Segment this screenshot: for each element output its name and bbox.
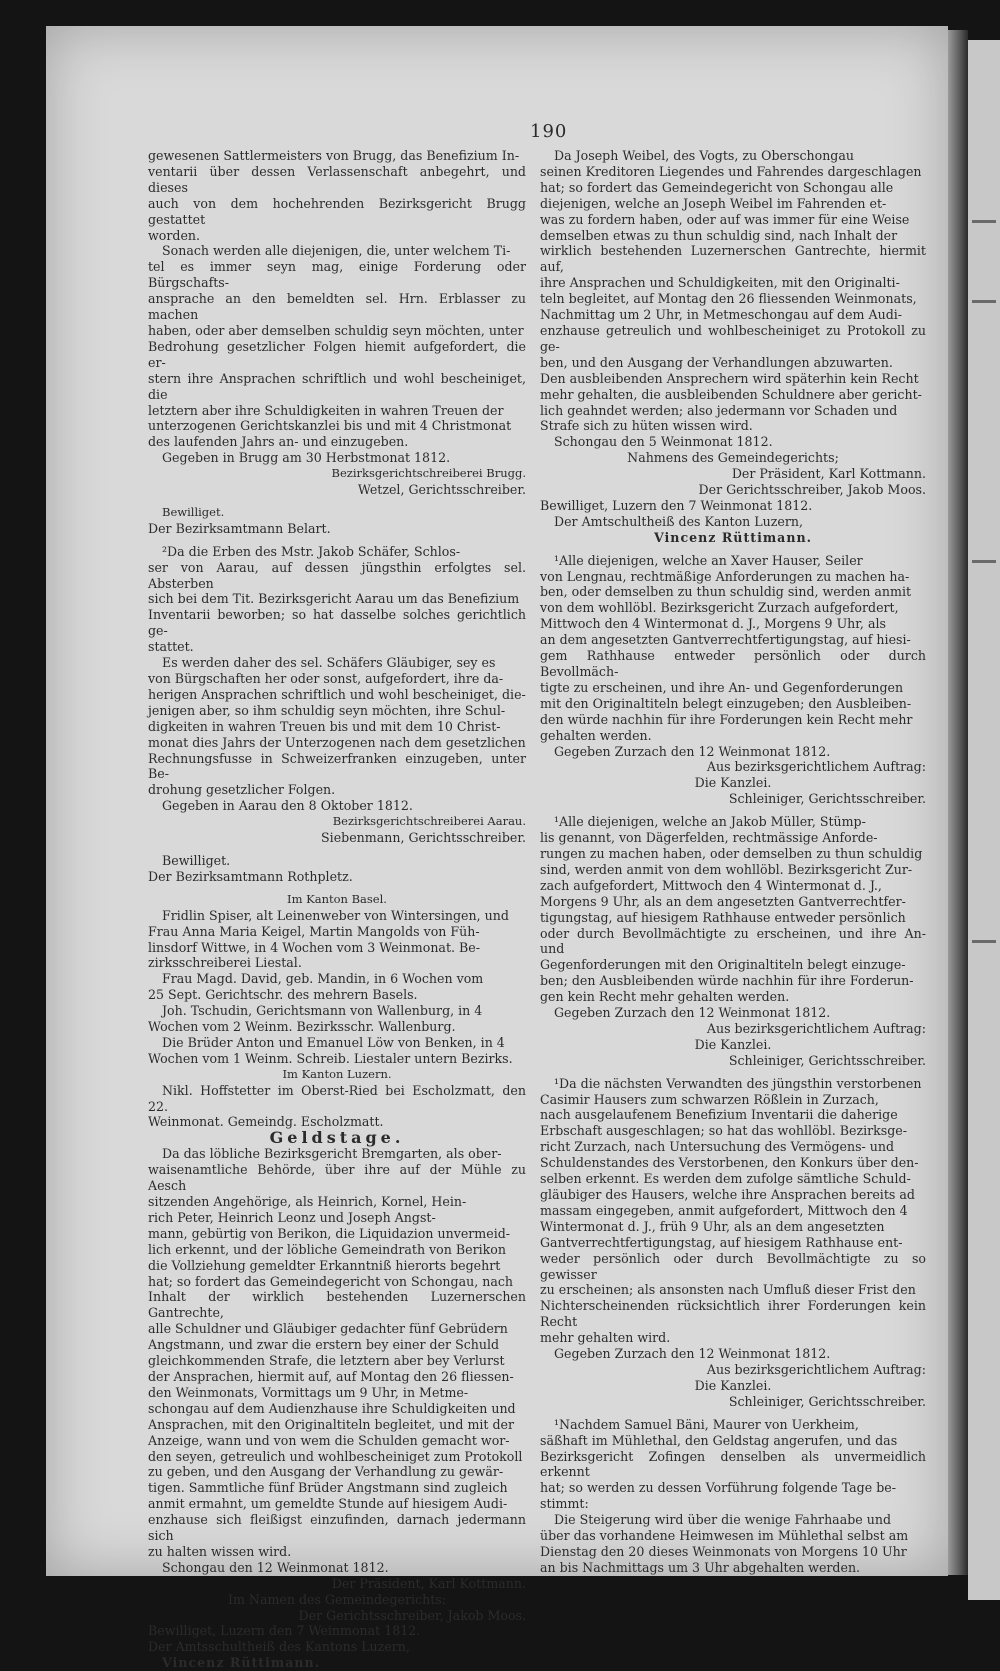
text-line: Bewilliget, Luzern den 7 Weinmonat 1812. [148, 1623, 421, 1639]
text-line: Schleiniger, Gerichtsschreiber. [728, 1393, 926, 1409]
text-line: Der Präsident, Karl Kottmann. [731, 466, 926, 482]
text-line: gen kein Recht mehr gehalten werden. [540, 989, 790, 1005]
book-spine [948, 30, 968, 1575]
text-line: Gantverrechtfertigungstag, auf hiesigem Rathhause ent- [540, 1234, 903, 1250]
text-line: Wochen vom 1 Weinm. Schreib. Liestaler untern Bezirks. [148, 1050, 513, 1066]
text-line: von dem wohllöbl. Bezirksgericht Zurzach aufgefordert, [540, 600, 899, 616]
text-line: schongau auf dem Audienzhause ihre Schuldigkeiten und [148, 1400, 516, 1416]
text-line: Weinmonat. Gemeindg. Escholzmatt. [148, 1114, 384, 1130]
text-line: stern ihre Ansprachen schriftlich und wohl bescheiniget, die [148, 370, 526, 402]
text-line: gehalten werden. [540, 727, 652, 743]
text-line: Bewilliget. [162, 852, 231, 868]
text-line: Vincenz Rüttimann. [653, 529, 813, 545]
text-line: gläubiger des Hausers, welche ihre Ansprachen bereits ad [540, 1187, 915, 1202]
text-line: teln begleitet, auf Montag den 26 fliessenden Weinmonats, [540, 291, 917, 307]
text-line: Bewilliget. [162, 504, 225, 519]
text-line: Ansprachen, mit den Originaltiteln begleitet, und mit der [148, 1416, 515, 1432]
text-line: Der Präsident, Karl Kottmann. [331, 1575, 526, 1591]
page-number: 190 [530, 121, 568, 142]
text-line: Fridlin Spiser, alt Leinenweber von Wintersingen, und [162, 907, 509, 923]
text-line: massam eingegeben, anmit aufgefordert, Mittwoch den 4 [540, 1202, 908, 1218]
text-line: hat; so fordert das Gemeindegericht von Schongau, nach [148, 1273, 513, 1289]
text-line: Mittwoch den 4 Wintermonat d. J., Morgens 9 Uhr, als [540, 616, 886, 632]
text-line: digkeiten in wahren Treuen bis und mit dem 10 Christ- [148, 718, 501, 734]
text-line: zach aufgefordert, Mittwoch den 4 Wintermonat d. J., [540, 877, 882, 893]
text-line: gleichkommenden Strafe, die letztern aber bey Verlurst [148, 1353, 505, 1369]
text-line: gewesenen Sattlermeisters von Brugg, das Benefizium In- [148, 148, 520, 163]
text-line: ventarii über dessen Verlassenschaft anbegehrt, und dieses [148, 163, 526, 195]
text-line: Bezirksgerichtschreiberei Aarau. [332, 814, 526, 829]
text-line: hat; so werden zu dessen Vorführung folgende Tage be- [540, 1480, 896, 1496]
text-line: drohung gesetzlicher Folgen. [148, 782, 336, 798]
text-line: säßhaft im Mühlethal, den Geldstag angerufen, und das [540, 1432, 898, 1448]
text-line: herigen Ansprachen schriftlich und wohl bescheiniget, die- [148, 686, 526, 702]
text-line: ben; den Ausbleibenden würde nachhin für ihre Forderun- [540, 973, 914, 989]
text-line: monat dies Jahrs der Unterzogenen nach dem gesetzlichen [148, 734, 526, 750]
text-line: selben erkennt. Es werden dem zufolge sämtliche Schuld- [540, 1171, 911, 1187]
text-line: waisenamtliche Behörde, über ihre auf der Mühle zu Aesch [148, 1162, 526, 1194]
text-line: Dienstag den 20 dieses Weinmonats von Morgens 10 Uhr [540, 1543, 907, 1559]
text-line: Joh. Tschudin, Gerichtsmann von Wallenburg, in 4 [162, 1003, 483, 1019]
text-line: Es werden daher des sel. Schäfers Gläubiger, sey es [162, 655, 496, 671]
text-line: Schleiniger, Gerichtsschreiber. [728, 791, 926, 807]
text-line: Gegeben Zurzach den 12 Weinmonat 1812. [554, 1005, 831, 1021]
text-line: den Weinmonats, Vormittags um 9 Uhr, in Metme- [148, 1384, 469, 1400]
text-line: sich bei dem Tit. Bezirksgericht Aarau um das Benefizium [148, 591, 520, 607]
text-line: über das vorhandene Heimwesen im Mühlethal selbst am [540, 1528, 909, 1544]
text-line: worden. [148, 227, 201, 243]
text-line: Aus bezirksgerichtlichem Auftrag: [706, 1020, 926, 1036]
text-line: enzhause sich fleißigst einzufinden, darnach jedermann sich [148, 1512, 526, 1544]
text-line: die Vollziehung gemeldter Erkanntniß hierorts begehrt [148, 1257, 501, 1273]
text-line: ¹Alle diejenigen, welche an Xaver Hauser, Seiler [554, 552, 863, 568]
text-line: oder durch Bevollmächtigte zu erscheinen, und ihre An- und [540, 925, 926, 957]
text-line: Bezirksgerichtschreiberei Brugg. [331, 466, 526, 481]
text-line: tigen. Sammtliche fünf Brüder Angstmann sind zugleich [148, 1480, 508, 1496]
text-line: den würde nachhin für ihre Forderungen kein Recht mehr [540, 711, 913, 727]
text-line: Strafe sich zu hüten wissen wird. [540, 418, 753, 434]
text-line: stimmt: [540, 1496, 589, 1512]
text-line: Schongau den 12 Weinmonat 1812. [162, 1559, 389, 1575]
text-line: tel es immer seyn mag, einige Forderung oder Bürgschafts- [148, 259, 526, 291]
text-line: ¹Da die nächsten Verwandten des jüngsthin verstorbenen [554, 1075, 922, 1091]
text-line: anmit ermahnt, um gemeldte Stunde auf hiesigem Audi- [148, 1496, 508, 1512]
text-line: Der Bezirksamtmann Rothpletz. [148, 868, 353, 884]
text-line: Nachmittag um 2 Uhr, in Metmeschongau auf dem Audi- [540, 307, 903, 323]
text-line: Erbschaft ausgeschlagen; so hat das wohllöbl. Bezirksge- [540, 1123, 907, 1139]
text-line: Anzeige, wann und von wem die Schulden gemacht wor- [148, 1432, 510, 1448]
text-line: rich Peter, Heinrich Leonz und Joseph Angst- [148, 1209, 436, 1225]
text-line: linsdorf Wittwe, in 4 Wochen vom 3 Weinmonat. Be- [148, 939, 480, 955]
text-line: unterzogenen Gerichtskanzlei bis und mit 4 Christmonat [148, 418, 512, 434]
adjacent-page-edge [968, 40, 1000, 1600]
text-line: tigungstag, auf hiesigem Rathhause entweder persönlich [540, 909, 906, 925]
text-line: Vincenz Rüttimann. [162, 1655, 321, 1671]
text-line: tigte zu erscheinen, und ihre An- und Gegenforderungen [540, 679, 904, 695]
text-line: Casimir Hausers zum schwarzen Rößlein in Zurzach, [540, 1091, 879, 1107]
text-line: Der Gerichtsschreiber, Jakob Moos. [298, 1607, 526, 1623]
text-line: Bezirksgericht Zofingen denselben als unvermeidlich erkennt [540, 1448, 926, 1480]
text-line: an dem angesetzten Gantverrechtfertigungstag, auf hiesi- [540, 632, 911, 648]
text-line: Morgens 9 Uhr, als an dem angesetzten Gantverrechtfer- [540, 893, 906, 909]
text-line: des laufenden Jahrs an- und einzugeben. [148, 434, 409, 450]
text-line: Die Kanzlei. [694, 775, 772, 791]
text-line: hat; so fordert das Gemeindegericht von Schongau alle [540, 179, 894, 195]
text-line: Schleiniger, Gerichtsschreiber. [728, 1052, 926, 1068]
text-line: ben, und den Ausgang der Verhandlungen abzuwarten. [540, 354, 893, 370]
text-line: rungen zu machen haben, oder demselben zu thun schuldig [540, 845, 923, 861]
text-line: Die Steigerung wird über die wenige Fahrhaabe und [554, 1512, 891, 1528]
text-line: auch von dem hochehrenden Bezirksgericht Brugg gestattet [148, 195, 526, 227]
text-line: ¹Nachdem Samuel Bäni, Maurer von Uerkheim, [554, 1416, 859, 1432]
text-line: Die Kanzlei. [694, 1377, 772, 1393]
text-line: Nikl. Hoffstetter im Oberst-Ried bei Escholzmatt, den 22. [148, 1082, 526, 1114]
text-line: Da Joseph Weibel, des Vogts, zu Oberschongau [554, 148, 854, 163]
text-line: mit den Originaltiteln belegt einzugeben; den Ausbleiben- [540, 695, 912, 711]
text-line: Angstmann, und zwar die erstern bey einer der Schuld [148, 1337, 500, 1353]
text-line: zirksschreiberei Liestal. [148, 955, 302, 971]
text-line: Gegeben Zurzach den 12 Weinmonat 1812. [554, 743, 831, 759]
text-line: 25 Sept. Gerichtschr. des mehrern Basels. [148, 987, 418, 1003]
text-line: Der Gerichtsschreiber, Jakob Moos. [698, 482, 926, 498]
text-line: stattet. [148, 639, 194, 655]
text-line: enzhause getreulich und wohlbescheiniget zu Protokoll zu ge- [540, 322, 926, 354]
text-line: Der Amtschultheiß des Kanton Luzern, [554, 513, 803, 529]
text-line: Sonach werden alle diejenigen, die, unter welchem Ti- [162, 243, 511, 259]
text-line: sind, werden anmit von dem wohllöbl. Bezirksgericht Zur- [540, 861, 913, 877]
text-line: Im Kanton Luzern. [282, 1066, 392, 1081]
text-line: Schongau den 5 Weinmonat 1812. [554, 434, 773, 450]
text-line: Wetzel, Gerichtsschreiber. [357, 482, 526, 498]
text-line: Der Amtsschultheiß des Kantons Luzern, [148, 1639, 410, 1655]
text-line: diejenigen, welche an Joseph Weibel im Fahrenden et- [540, 195, 887, 211]
text-line: Gegeben Zurzach den 12 Weinmonat 1812. [554, 1346, 831, 1362]
text-line: Schuldenstandes des Verstorbenen, den Konkurs über den- [540, 1155, 919, 1171]
text-line: mehr gehalten, die ausbleibenden Schuldnere aber gericht- [540, 386, 922, 402]
text-line: Inhalt der wirklich bestehenden Luzernerschen Gantrechte, [148, 1289, 526, 1321]
text-line: wirklich bestehenden Luzernerschen Gantrechte, hiermit auf, [540, 243, 926, 275]
text-line: an bis Nachmittags um 3 Uhr abgehalten werden. [540, 1559, 861, 1575]
text-line: Gegenforderungen mit den Originaltiteln belegt einzuge- [540, 957, 906, 973]
text-line: Wochen vom 2 Weinm. Bezirksschr. Wallenburg. [148, 1019, 456, 1035]
text-line: Inventarii beworben; so hat dasselbe solches gerichtlich ge- [148, 607, 526, 639]
text-line: Geldstage. [269, 1128, 405, 1148]
text-line: was zu fordern haben, oder auf was immer für eine Weise [540, 211, 910, 227]
text-line: alle Schuldner und Gläubiger gedachter fünf Gebrüdern [148, 1321, 508, 1337]
text-line: zu geben, und den Ausgang der Verhandlung zu gewär- [148, 1464, 504, 1480]
text-line: von Lengnau, rechtmäßige Anforderungen zu machen ha- [540, 568, 910, 584]
text-line: von Bürgschaften her oder sonst, aufgefordert, ihre da- [148, 671, 504, 686]
text-line: zu erscheinen; als ansonsten nach Umfluß dieser Frist den [540, 1282, 916, 1298]
text-line: ben, oder demselben zu thun schuldig sind, werden anmit [540, 584, 912, 600]
text-line: lich erkennt, und der löbliche Gemeindrath von Berikon [148, 1241, 506, 1257]
text-line: ²Da die Erben des Mstr. Jakob Schäfer, Schlos- [162, 543, 461, 559]
text-line: Gegeben in Aarau den 8 Oktober 1812. [162, 798, 413, 814]
text-line: der Ansprachen, hiermit auf, auf Montag den 26 fliessen- [148, 1368, 514, 1384]
text-line: Bewilliget, Luzern den 7 Weinmonat 1812. [540, 497, 813, 513]
text-line: sitzenden Angehörige, als Heinrich, Kornel, Hein- [148, 1194, 467, 1209]
text-line: jenigen aber, so ihm schuldig seyn möchten, ihre Schul- [148, 702, 506, 718]
text-line: Im Namen des Gemeindegerichts: [228, 1591, 446, 1607]
text-line: weder persönlich oder durch Bevollmächtigte zu so gewisser [540, 1250, 926, 1282]
text-line: Da das löbliche Bezirksgericht Bremgarten, als ober- [162, 1146, 502, 1162]
text-line: ansprache an den bemeldten sel. Hrn. Erblasser zu machen [148, 291, 526, 323]
text-line: Den ausbleibenden Ansprechern wird späterhin kein Recht [540, 370, 919, 386]
text-line: nach ausgelaufenem Benefizium Inventarii die daherige [540, 1107, 898, 1123]
text-line: richt Zurzach, nach Untersuchung des Vermögens- und [540, 1139, 895, 1155]
text-line: Bedrohung gesetzlicher Folgen hiemit aufgefordert, die er- [148, 338, 526, 370]
text-line: ¹Alle diejenigen, welche an Jakob Müller, Stümp- [554, 814, 866, 830]
text-line: Aus bezirksgerichtlichem Auftrag: [706, 759, 926, 775]
text-line: Gegeben in Brugg am 30 Herbstmonat 1812. [162, 450, 451, 466]
text-line: Nahmens des Gemeindegerichts; [627, 450, 839, 466]
text-line: mehr gehalten wird. [540, 1330, 671, 1346]
right-column [540, 148, 926, 1576]
text-line: demselben etwas zu thun schuldig sind, nach Inhalt der [540, 227, 898, 243]
text-line: Der Bezirksamtmann Belart. [148, 520, 331, 536]
text-line: Die Kanzlei. [694, 1036, 772, 1052]
text-line: Aus bezirksgerichtlichem Auftrag: [706, 1361, 926, 1377]
text-line: Rechnungsfusse in Schweizerfranken einzugeben, unter Be- [148, 750, 526, 782]
text-line: ihre Ansprachen und Schuldigkeiten, mit den Originalti- [540, 275, 900, 291]
text-line: seinen Kreditoren Liegendes und Fahrendes dargeschlagen [540, 163, 922, 179]
text-line: letztern aber ihre Schuldigkeiten in wahren Treuen der [148, 402, 504, 418]
text-line: lich geahndet werden; also jedermann vor Schaden und [540, 402, 898, 418]
text-line: Siebenmann, Gerichtsschreiber. [321, 830, 526, 846]
text-line: mann, gebürtig von Berikon, die Liquidazion unvermeid- [148, 1225, 511, 1241]
left-column [148, 148, 526, 1671]
text-line: Wintermonat d. J., früh 9 Uhr, als an dem angesetzten [540, 1218, 885, 1234]
text-line: haben, oder aber demselben schuldig seyn möchten, unter [148, 322, 524, 338]
text-line: zu halten wissen wird. [148, 1543, 292, 1559]
text-line: den seyen, getreulich und wohlbescheiniget zum Protokoll [148, 1448, 523, 1464]
text-line: gem Rathhause entweder persönlich oder durch Bevollmäch- [540, 648, 926, 679]
text-line: Im Kanton Basel. [287, 891, 387, 906]
text-line: Frau Magd. David, geb. Mandin, in 6 Wochen vom [162, 971, 484, 987]
text-line: Die Brüder Anton und Emanuel Löw von Benken, in 4 [162, 1034, 505, 1050]
text-line: ser von Aarau, auf dessen jüngsthin erfolgtes sel. Absterben [148, 559, 526, 591]
text-line: Nichterscheinenden rücksichtlich ihrer Forderungen kein Recht [540, 1298, 926, 1330]
text-line: Frau Anna Maria Keigel, Martin Mangolds von Füh- [148, 923, 480, 939]
text-line: lis genannt, von Dägerfelden, rechtmässige Anforde- [540, 830, 878, 846]
